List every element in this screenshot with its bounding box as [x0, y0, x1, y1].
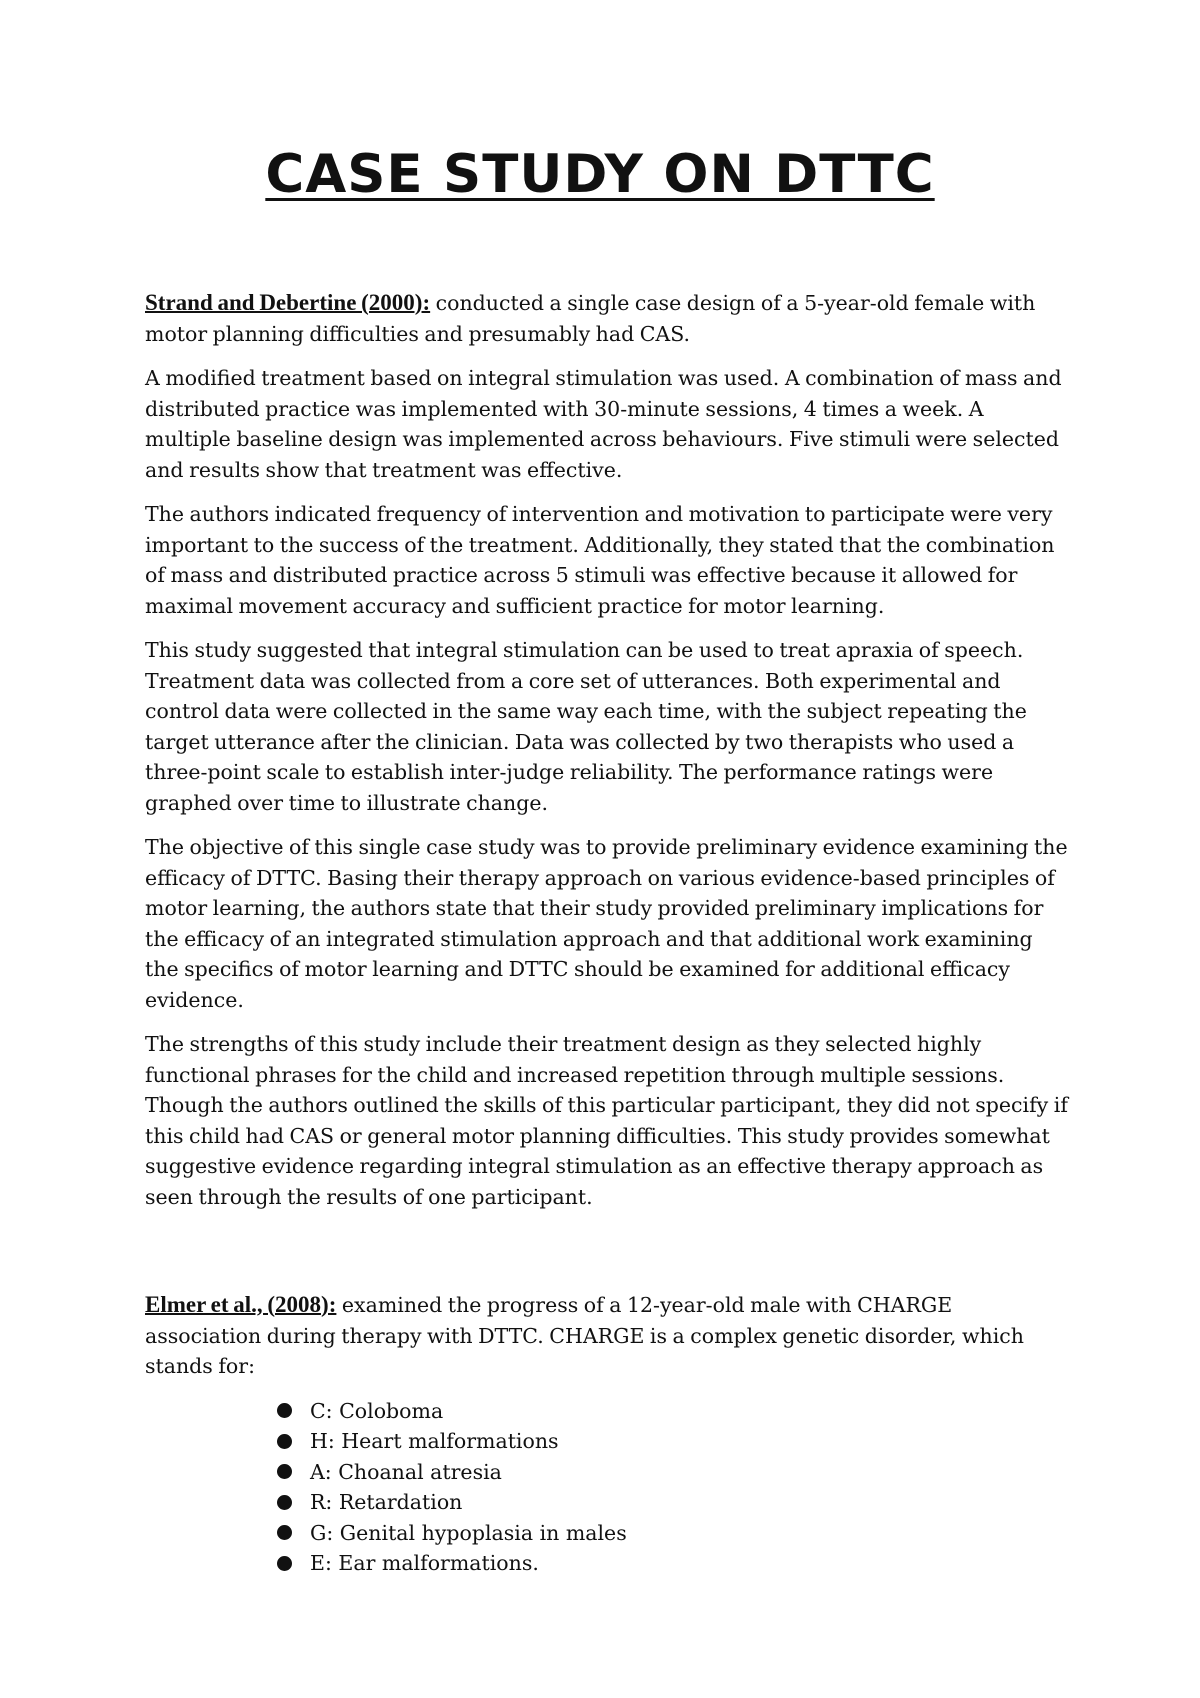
section-spacer — [145, 1226, 1070, 1290]
list-item-text: C: Coloboma — [310, 1398, 444, 1423]
list-item-text: H: Heart malformations — [310, 1429, 559, 1453]
section-1-intro-text: conducted a single case design of a 5-year-old female with motor planning difficulties and presumably had CAS. — [145, 291, 1036, 346]
section-1-paragraph-1: A modified treatment based on integral stimulation was used. A combination of mass and distributed practice was implemented with 30-minute sessions, 4 times a week. A multiple baseline design was implemented across behaviours. Five stimuli were selected and results show that treatment was effective. — [145, 366, 1062, 482]
list-item-text: G: Genital hypoplasia in males — [310, 1520, 627, 1545]
list-item — [277, 1457, 1070, 1488]
bullet-icon — [277, 1434, 292, 1449]
bullet-icon — [277, 1495, 292, 1510]
section-1-paragraph-3: This study suggested that integral stimulation can be used to treat apraxia of speech. Treatment data was collected from a core set of utterances. Both experimental and control data were collected in the same way each time, with the subject repeating the target utterance after the clinician. Data was collected by two therapists who used a three-point scale to establish inter-judge reliability. The performance ratings were graphed over time to illustrate change. — [145, 638, 1027, 815]
list-item — [277, 1548, 1070, 1579]
list-item — [277, 1426, 1070, 1457]
bullet-icon — [277, 1403, 292, 1418]
list-item — [277, 1518, 1070, 1549]
section-1-intro-paragraph — [145, 288, 1070, 349]
section-2-intro-text: examined the progress of a 12-year-old male with CHARGE association during therapy with DTTC. CHARGE is a complex genetic disorder, which stands for: — [145, 1293, 1024, 1378]
section-1-reference-heading: Strand and Debertine (2000): — [145, 290, 431, 315]
list-item-text: R: Retardation — [310, 1490, 463, 1514]
list-item — [277, 1487, 1070, 1518]
document-body — [145, 288, 1070, 1579]
list-item — [277, 1396, 1070, 1427]
section-1-paragraph-5: The strengths of this study include their treatment design as they selected highly functional phrases for the child and increased repetition through multiple sessions. Though the authors outlined the skills of this particular participant, they did not specify if this child had CAS or general motor planning difficulties. This study provides somewhat suggestive evidence regarding integral stimulation as an effective therapy approach as seen through the results of one participant. — [145, 1032, 1068, 1209]
section-2-intro-paragraph — [145, 1290, 1070, 1382]
page-title: CASE STUDY ON DTTC — [265, 144, 935, 205]
section-1-paragraph-2: The authors indicated frequency of intervention and motivation to participate were very important to the success of the treatment. Additionally, they stated that the combination of mass and distributed practice across 5 stimuli was effective because it allowed for maximal movement accuracy and sufficient practice for motor learning. — [145, 502, 1055, 618]
bullet-icon — [277, 1464, 292, 1479]
section-1-paragraph-4: The objective of this single case study was to provide preliminary evidence examining the efficacy of DTTC. Basing their therapy approach on various evidence-based principles of motor learning, the authors state that their study provided preliminary implications for the efficacy of an integrated stimulation approach and that additional work examining the specifics of motor learning and DTTC should be examined for additional efficacy evidence. — [145, 835, 1068, 1012]
list-item-text: E: Ear malformations. — [310, 1551, 539, 1575]
charge-list — [145, 1396, 1070, 1579]
bullet-icon — [277, 1525, 292, 1540]
list-item-text: A: Choanal atresia — [310, 1459, 502, 1484]
section-2-reference-heading: Elmer et al., (2008): — [145, 1292, 337, 1317]
bullet-icon — [277, 1556, 292, 1571]
